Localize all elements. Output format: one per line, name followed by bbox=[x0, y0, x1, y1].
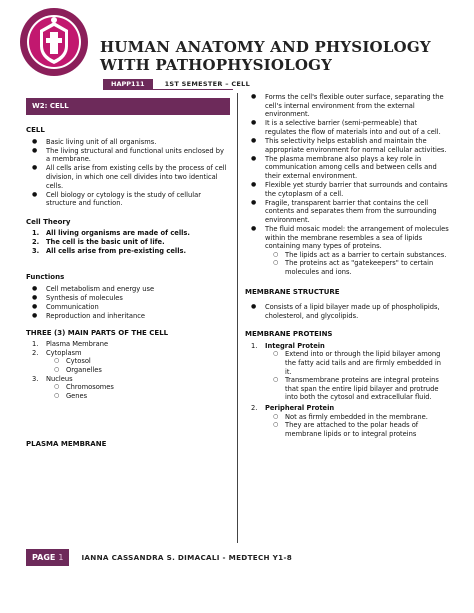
document-title bbox=[100, 38, 431, 74]
list-item: 3. Nucleus ○ Chromosomes ○ Genes bbox=[26, 375, 230, 401]
list-item: 2. The cell is the basic unit of life. bbox=[32, 238, 165, 247]
list-item: ● The living structural and functional units enclosed by a membrane. bbox=[26, 147, 230, 164]
course-code: HAPP111 bbox=[103, 79, 153, 89]
sub-list-item: ○ The lipids act as a barrier to certain substances. bbox=[265, 251, 449, 260]
list-item: ● Communication bbox=[26, 303, 230, 312]
sub-list bbox=[265, 350, 449, 402]
list-item: 1. Integral Protein ○ Extend into or through the lipid bilayer among the fatty acid tails and are firmly embedded in it. ○ Transmembrane proteins are integral proteins that span the entire lipid bilayer and protrude into both the cytosol and extracellular fluid. bbox=[245, 342, 449, 402]
sub-list bbox=[46, 383, 230, 400]
left-column bbox=[26, 98, 230, 452]
list-item: ● Synthesis of molecules bbox=[26, 294, 230, 303]
list-item: ● Reproduction and inheritance bbox=[26, 312, 230, 321]
course-bar bbox=[103, 79, 250, 89]
semester-label: 1ST SEMESTER – CELL bbox=[164, 80, 251, 88]
list-item: ● The fluid mosaic model: the arrangement of molecules within the membrane resembles a sea of lipids containing many types of proteins. ○ The lipids act as a barrier to certain substances. ○ The proteins act as "gatekeepers" to certain molecules and ions. bbox=[245, 225, 449, 277]
plasma-membrane-heading: PLASMA MEMBRANE bbox=[26, 440, 107, 449]
functions-list bbox=[26, 285, 230, 321]
sub-list-item: ○ Chromosomes bbox=[46, 383, 230, 392]
sub-list bbox=[265, 413, 449, 439]
author-label: IANNA CASSANDRA S. DIMACALI - MEDTECH Y1-8 bbox=[81, 553, 293, 562]
sub-list-item: ○ Extend into or through the lipid bilayer among the fatty acid tails and are firmly embedded in it. bbox=[265, 350, 449, 376]
list-item: 2. Cytoplasm ○ Cytosol ○ Organelles bbox=[26, 349, 230, 375]
list-item: ● Basic living unit of all organisms. bbox=[26, 138, 230, 147]
list-item: 2. Peripheral Protein ○ Not as firmly embedded in the membrane. ○ They are attached to the polar heads of membrane lipids or to integral proteins bbox=[245, 404, 449, 438]
list-item: ● Consists of a lipid bilayer made up of phospholipids, cholesterol, and glycolipids. bbox=[245, 303, 449, 320]
page-footer bbox=[26, 549, 450, 566]
membrane-proteins-list bbox=[245, 342, 449, 439]
sub-list-item: ○ Not as firmly embedded in the membrane. bbox=[265, 413, 449, 422]
list-item: ● The plasma membrane also plays a key role in communication among cells and between cells and their external environment. bbox=[245, 155, 449, 181]
sub-list-item: ○ The proteins act as "gatekeepers" to certain molecules and ions. bbox=[265, 259, 449, 276]
membrane-structure-heading: MEMBRANE STRUCTURE bbox=[245, 288, 340, 297]
right-column bbox=[245, 93, 449, 438]
sub-list-item: ○ Genes bbox=[46, 392, 230, 401]
header-rule bbox=[103, 89, 233, 90]
cell-heading: CELL bbox=[26, 126, 45, 134]
list-item: ● It is a selective barrier (semi-permeable) that regulates the flow of materials into and out of a cell. bbox=[245, 119, 449, 136]
main-parts-list bbox=[26, 340, 230, 400]
cell-list bbox=[26, 138, 230, 208]
list-item: ● Forms the cell's flexible outer surface, separating the cell's internal environment from the external environment. bbox=[245, 93, 449, 119]
column-divider bbox=[237, 93, 238, 543]
cell-theory-heading: Cell Theory bbox=[26, 217, 71, 226]
list-item: ● Cell metabolism and energy use bbox=[26, 285, 230, 294]
page-number-chip: PAGE 1 bbox=[26, 549, 69, 566]
list-item: 1. Plasma Membrane bbox=[32, 340, 109, 349]
list-item: ● Fragile, transparent barrier that contains the cell contents and separates them from the surrounding environment. bbox=[245, 199, 449, 225]
sub-list-item: ○ They are attached to the polar heads of membrane lipids or to integral proteins bbox=[265, 421, 449, 438]
title-line-2: WITH PATHOPHYSIOLOGY bbox=[100, 56, 333, 74]
sub-list bbox=[265, 251, 449, 277]
functions-heading: Functions bbox=[26, 273, 65, 282]
plasma-membrane-list bbox=[245, 93, 449, 276]
list-item: 3. All cells arise from pre-existing cells. bbox=[32, 246, 187, 255]
cell-theory-list bbox=[26, 229, 230, 255]
section-bar: W2: CELL bbox=[26, 98, 230, 115]
university-seal-logo bbox=[18, 6, 90, 78]
membrane-proteins-heading: MEMBRANE PROTEINS bbox=[245, 330, 333, 339]
sub-list bbox=[46, 357, 230, 374]
sub-list-item: ○ Organelles bbox=[46, 366, 230, 375]
title-line-1: HUMAN ANATOMY AND PHYSIOLOGY bbox=[100, 38, 431, 56]
list-item: ● Cell biology or cytology is the study of cellular structure and function. bbox=[26, 191, 230, 208]
list-item: ● All cells arise from existing cells by the process of cell division, in which one cell divides into two identical cells. bbox=[26, 164, 230, 190]
list-item: 1. All living organisms are made of cells. bbox=[32, 229, 190, 238]
list-item: ● Flexible yet sturdy barrier that surrounds and contains the cytoplasm of a cell. bbox=[245, 181, 449, 198]
sub-list-item: ○ Transmembrane proteins are integral proteins that span the entire lipid bilayer and protrude into both the cytosol and extracellular fluid. bbox=[265, 376, 449, 402]
membrane-structure-list bbox=[245, 303, 449, 320]
list-item: ● This selectivity helps establish and maintain the appropriate environment for normal cellular activities. bbox=[245, 137, 449, 154]
sub-list-item: ○ Cytosol bbox=[46, 357, 230, 366]
main-parts-heading: THREE (3) MAIN PARTS OF THE CELL bbox=[26, 328, 169, 337]
